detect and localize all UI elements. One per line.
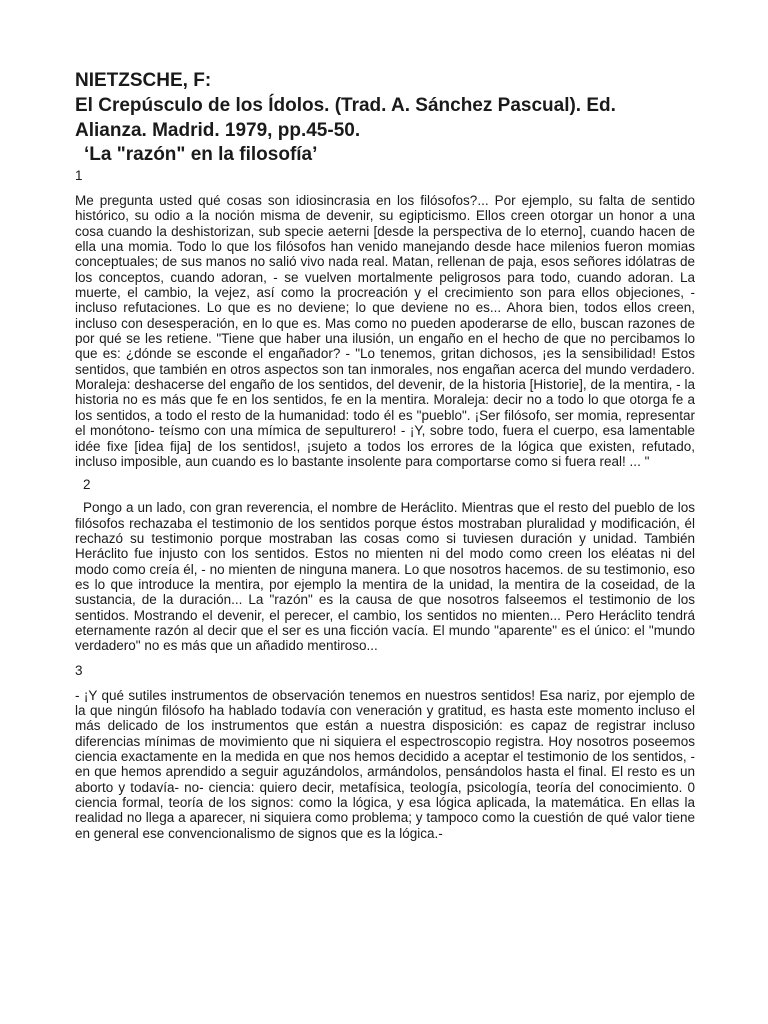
section-paragraph: Pongo a un lado, con gran reverencia, el nombre de Heráclito. Mientras que el resto del pueblo de los filósofos rechazaba el testimonio de los sentidos porque éstos mostraban pluralidad y modificación, él rechazó su testimonio porque mostraban las cosas como si tuviesen duración y unidad. También Heráclito fue injusto con los sentidos. Estos no mienten ni del modo como creen los eléatas ni del modo como creía él, - no mienten de ninguna manera. Lo que nosotros hacemos. de su testimonio, eso es lo que introduce la mentira, por ejemplo la mentira de la unidad, la mentira de la coseidad, de la sustancia, de la duración... La "razón" es la causa de que nosotros falseemos el testimonio de los sentidos. Mostrando el devenir, el perecer, el cambio, los sentidos no mienten... Pero Heráclito tendrá eternamente razón al decir que el ser es una ficción vacía. El mundo "aparente" es el único: el "mundo verdadero" no es más que un añadido mentiroso...	[75, 500, 695, 654]
section-1	[75, 167, 695, 469]
author-heading: NIETZSCHE, F:	[75, 70, 212, 91]
document-header	[75, 68, 695, 167]
reference-line-2: Alianza. Madrid. 1979, pp.45-50.	[75, 120, 361, 141]
section-paragraph: - ¡Y qué sutiles instrumentos de observación tenemos en nuestros sentidos! Esa nariz, por ejemplo de la que ningún filósofo ha hablado todavía con veneración y gratitud, es hasta este momento incluso el más delicado de los instrumentos que están a nuestra disposición: es capaz de registrar incluso diferencias mínimas de movimiento que ni siquiera el espectroscopio registra. Hoy nosotros poseemos ciencia exactamente en la medida en que nos hemos decidido a aceptar el testimonio de los sentidos, - en que hemos aprendido a seguir aguzándolos, armándolos, pensándolos hasta el final. El resto es un aborto y todavía- no- ciencia: quiero decir, metafísica, teología, psicología, teoría del conocimiento. 0 ciencia formal, teoría de los signos: como la lógica, y esa lógica aplicada, la matemática. En ellas la realidad no llega a aparecer, ni siquiera como problema; y tampoco como la cuestión de qué valor tiene en general ese convencionalismo de signos que es la lógica.-	[75, 687, 695, 841]
section-number: 2	[83, 477, 91, 493]
reference-line-1: El Crepúsculo de los Ídolos. (Trad. A. Sánchez Pascual). Ed.	[75, 95, 616, 116]
section-3	[75, 662, 695, 841]
section-number: 3	[75, 662, 83, 678]
section-2	[75, 476, 695, 653]
document-page	[75, 68, 695, 841]
section-number: 1	[75, 168, 83, 183]
chapter-title: ‘La "razón" en la filosofía’	[84, 144, 318, 165]
section-paragraph: Me pregunta usted qué cosas son idiosincrasia en los filósofos?... Por ejemplo, su falta de sentido histórico, su odio a la noción misma de devenir, su egipticismo. Ellos creen otorgar un honor a una cosa cuando la deshistorizan, sub specie aeterni [desde la perspectiva de lo eterno], cuando hacen de ella una momia. Todo lo que los filósofos han venido manejando desde hace milenios fueron momias conceptuales; de sus manos no salió vivo nada real. Matan, rellenan de paja, esos señores idólatras de los conceptos, cuando adoran, - se vuelven mortalmente peligrosos para todo, cuando adoran. La muerte, el cambio, la vejez, así como la procreación y el crecimiento son para ellos objeciones, - incluso refutaciones. Lo que es no deviene; lo que deviene no es... Ahora bien, todos ellos creen, incluso con desesperación, en lo que es. Mas como no pueden apoderarse de ello, buscan razones de por qué se les retiene. "Tiene que haber una ilusión, un engaño en el hecho de que no percibamos lo que es: ¿dónde se esconde el engañador? - "Lo tenemos, gritan dichosos, ¡es la sensibilidad! Estos sentidos, que también en otros aspectos son tan inmorales, nos engañan acerca del mundo verdadero. Moraleja: deshacerse del engaño de los sentidos, del devenir, de la historia [Historie], de la mentira, - la historia no es más que fe en los sentidos, fe en la mentira. Moraleja: decir no a todo lo que otorga fe a los sentidos, a todo el resto de la humanidad: todo él es "pueblo". ¡Ser filósofo, ser momia, representar el monótono- teísmo con una mímica de sepulturero! - ¡Y, sobre todo, fuera el cuerpo, esa lamentable idée fixe [idea fija] de los sentidos!, ¡sujeto a todos los errores de la lógica que existen, refutado, incluso imposible, aun cuando es lo bastante insolente para comportarse como si fuera real! ... "	[75, 193, 695, 469]
